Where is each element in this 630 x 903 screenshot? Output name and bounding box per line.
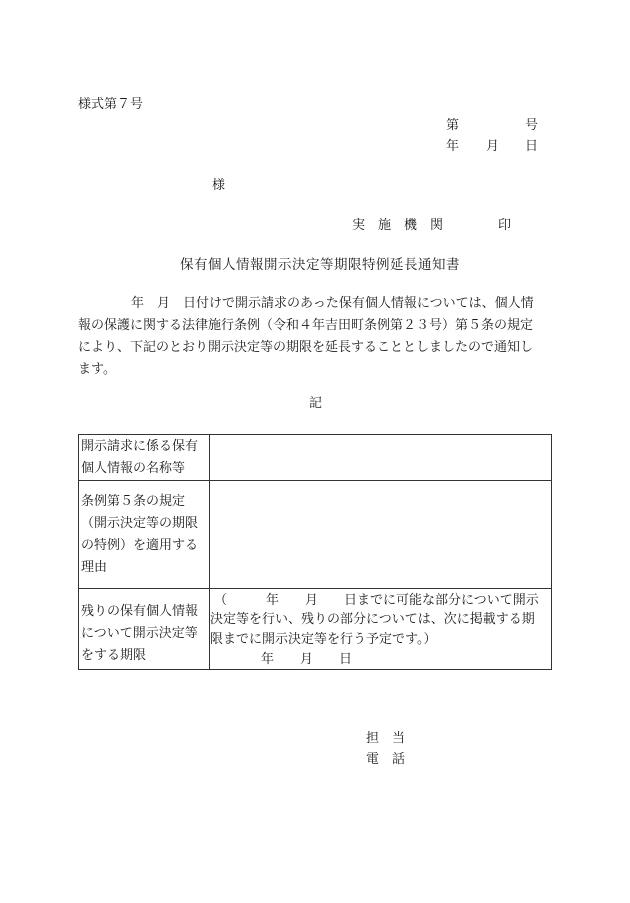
- ki-heading: 記: [309, 396, 323, 411]
- addressee-suffix: 様: [212, 178, 226, 193]
- doc-number-prefix: 第: [446, 118, 460, 133]
- content-line: 年 月 日: [261, 652, 353, 667]
- body-line: 年 月 日付けで開示請求のあった保有個人情報については、個人情: [131, 296, 534, 311]
- body-line: により、下記のとおり開示決定等の期限を延長することとしましたので通知し: [78, 340, 534, 355]
- table-row: [79, 435, 552, 481]
- seal-mark: 印: [498, 218, 512, 233]
- content-line: 限までに開示決定等を行う予定です。）: [210, 632, 437, 647]
- body-text: [78, 293, 554, 381]
- label-line: 個人情報の名称等: [81, 461, 186, 476]
- row-content-requested-info[interactable]: [210, 435, 552, 481]
- body-line: ます。: [78, 362, 116, 377]
- row-content-reason[interactable]: [210, 481, 552, 589]
- label-line: の特例）を適用する: [81, 538, 199, 553]
- document-title: 保有個人情報開示決定等期限特例延長通知書: [180, 257, 460, 273]
- details-table: [78, 434, 552, 670]
- label-line: について開示決定等: [81, 626, 198, 641]
- label-line: 開示請求に係る保有: [81, 439, 199, 454]
- phone-label: 電 話: [366, 752, 406, 767]
- content-line: 決定等を行い、残りの部分については、次に掲載する期: [210, 612, 535, 627]
- form-number: 様式第７号: [78, 97, 144, 112]
- row-label-remaining-deadline: [79, 589, 210, 670]
- row-label-reason: [79, 481, 210, 589]
- contact-person-label: 担 当: [366, 731, 406, 746]
- table-row: [79, 481, 552, 589]
- table-row: [79, 589, 552, 670]
- doc-number-suffix: 号: [525, 118, 539, 133]
- issuer: 実 施 機 関: [352, 218, 444, 233]
- label-line: （開示決定等の期限: [81, 516, 199, 531]
- date-month: 月: [486, 139, 500, 154]
- date-year: 年: [446, 139, 460, 154]
- content-line: （ 年 月 日までに可能な部分について開示: [214, 593, 539, 608]
- row-content-remaining-deadline[interactable]: [210, 589, 552, 670]
- label-line: 条例第５条の規定: [81, 494, 186, 509]
- label-line: をする期限: [81, 648, 147, 663]
- label-line: 理由: [81, 560, 108, 575]
- label-line: 残りの保有個人情報: [81, 604, 199, 619]
- date-day: 日: [525, 139, 539, 154]
- body-line: 報の保護に関する法律施行条例（令和４年吉田町条例第２３号）第５条の規定: [78, 318, 534, 333]
- row-label-requested-info: [79, 435, 210, 481]
